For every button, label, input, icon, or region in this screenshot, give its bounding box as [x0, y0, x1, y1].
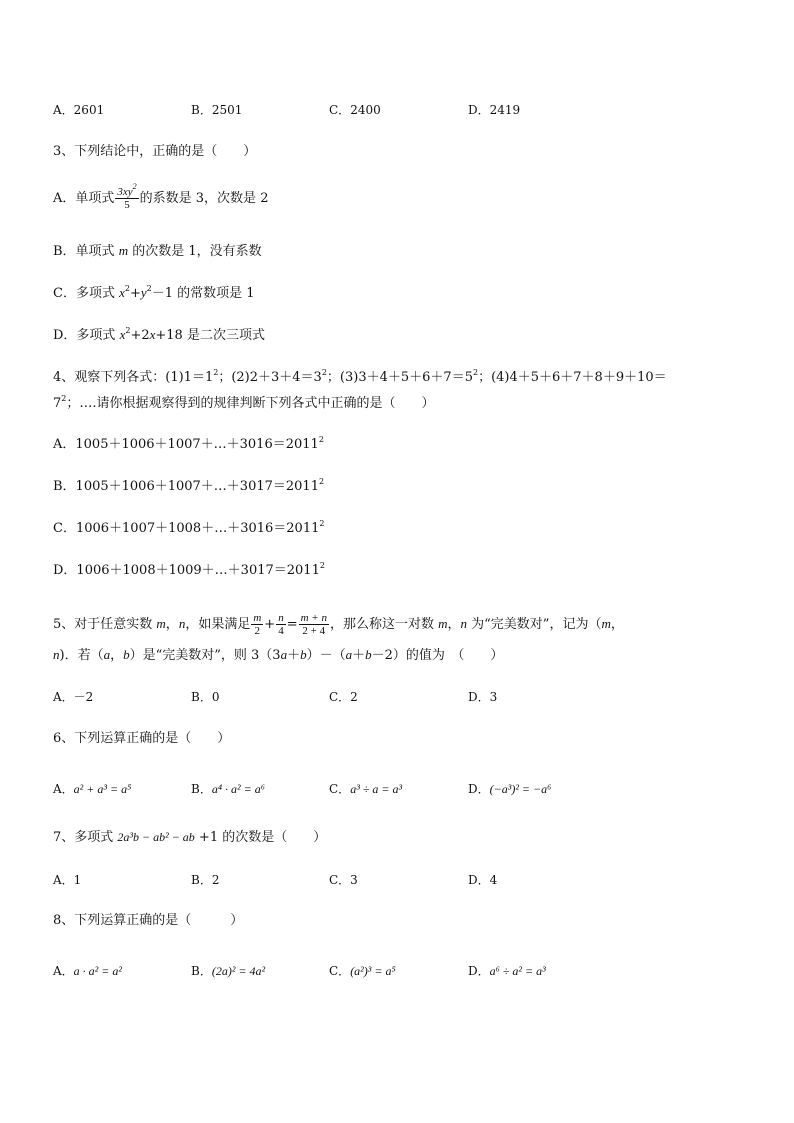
q4-option-a: A．$1005+1006+1007+\dots+3016=2011^2$ — [53, 435, 324, 452]
q5-option-d: D．3 — [468, 690, 498, 704]
q3-option-c: C．多项式 $x^2+y^2-1$ 的常数项是 1 — [53, 284, 255, 301]
q3-stem: 3、下列结论中，正确的是（ ） — [53, 144, 257, 159]
q8-option-a: A．a · a² = a² — [53, 964, 122, 978]
q6-option-a: A．a² + a³ = a⁵ — [53, 782, 132, 796]
q5-stem-line1: 5、对于任意实数 m，n，如果满足 $\frac{m}{2}$ + $\frac{n}{4}$ = $\frac{m + n}{2 + 4}$ ，那么称这一对数 m，n 为“完美数对”，记为（m， — [53, 612, 624, 637]
q5-stem-line2: n)．若（a，b）是“完美数对”，则 3（3a＋b）－（a＋b－2）的值为 （ ） — [53, 647, 504, 663]
q4-option-d: D．$1006+1008+1009+\dots+3017=2011^2$ — [53, 561, 325, 578]
q3-option-a: A．单项式 $\frac{3xy^2}{5}$ 的系数是 3，次数是 2 — [53, 182, 269, 211]
q5-option-a: A．－2 — [53, 690, 94, 704]
q2-option-b: B．2501 — [191, 103, 243, 117]
q2-option-a: A．2601 — [53, 103, 105, 117]
q4-option-c: C．$1006+1007+1008+\dots+3016=2011^2$ — [53, 519, 325, 536]
q2-option-d: D．2419 — [468, 103, 521, 117]
q5-option-c: C．2 — [329, 690, 358, 704]
q7-option-c: C．3 — [329, 873, 358, 887]
q5-fraction-n-over-4: $\frac{n}{4}$ — [278, 612, 284, 637]
q7-stem: 7、多项式 2a³b − ab² − ab +1 的次数是（ ） — [53, 830, 327, 845]
q3-option-b: B．单项式 m 的次数是 1，没有系数 — [53, 243, 262, 259]
q7-option-d: D．4 — [468, 873, 498, 887]
q4-stem-line1: 4、观察下列各式：$(1)1=1^2$；$(2)2+3+4=3^2$；$(3)3+4+5+6+7=5^2$；(4)4＋5＋6＋7＋8＋9＋10＝ — [53, 368, 667, 385]
q6-option-d: D．(−a³)² = −a⁶ — [468, 782, 552, 796]
q7-option-a: A．1 — [53, 873, 82, 887]
q6-option-b: B．a⁴ · a² = a⁶ — [191, 782, 265, 796]
q8-option-b: B．(2a)² = 4a² — [191, 964, 266, 978]
q8-option-c: C．(a²)³ = a⁵ — [329, 964, 396, 978]
q5-option-b: B．0 — [191, 690, 220, 704]
q6-option-c: C．a³ ÷ a = a³ — [329, 782, 403, 796]
q2-option-c: C．2400 — [329, 103, 381, 117]
q7-option-b: B．2 — [191, 873, 220, 887]
q6-stem: 6、下列运算正确的是（ ） — [53, 731, 231, 746]
q8-option-d: D．a⁶ ÷ a² = a³ — [468, 964, 546, 978]
q5-fraction-m-over-2: $\frac{m}{2}$ — [253, 612, 262, 637]
q3-option-d: D．多项式 $x^2+2x+18$ 是二次三项式 — [53, 326, 265, 343]
q8-stem: 8、下列运算正确的是（ ） — [53, 913, 244, 928]
q4-option-b: B．$1005+1006+1007+\dots+3017=2011^2$ — [53, 477, 325, 494]
q5-fraction-sum: $\frac{m + n}{2 + 4}$ — [300, 612, 327, 637]
q3-a-fraction: $\frac{3xy^2}{5}$ — [117, 182, 137, 211]
q4-stem-line2: $7^2$；….请你根据观察得到的规律判断下列各式中正确的是（ ） — [53, 394, 435, 411]
